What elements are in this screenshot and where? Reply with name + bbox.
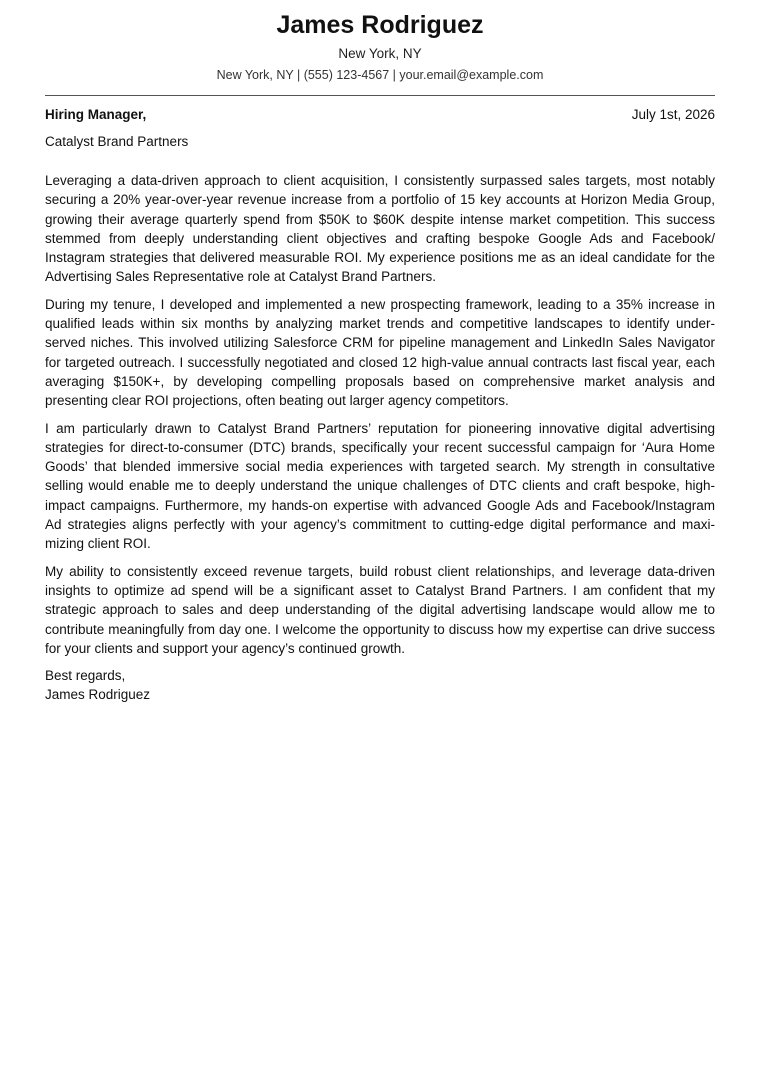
body-paragraph-3: I am particularly drawn to Catalyst Brand Partners’ reputation for pioneering innovative digital advertising strategies for direct-to-consumer (DTC) brands, specifically your recent successful campaign for ‘Aura Home Goods’ that blended immersive social media experiences with targeted search. My strength in consultative selling would enable me to deeply understand the unique challenges of DTC clients and craft bespoke, high-impact campaigns. Furthermore, my hands-on expertise with advanced Google Ads and Facebook/Instagram Ad strategies aligns perfectly with your agency’s commitment to cutting-edge digital performance and maxi-mizing client ROI.	[45, 420, 715, 552]
body-paragraph-4: My ability to consistently exceed revenue targets, build robust client relationships, and leverage data-driven insights to optimize ad spend will be a significant asset to Catalyst Brand Partners. I am confident that my strategic approach to sales and deep understanding of the digital advertising landscape would allow me to contribute meaningfully from day one. I welcome the opportunity to discuss how my expertise can drive success for your clients and support your agency’s continued growth.	[45, 563, 715, 656]
body-paragraph-1: Leveraging a data-driven approach to client acquisition, I consistently surpassed sales targets, most notably securing a 20% year-over-year revenue increase from a portfolio of 15 key accounts at Horizon Media Group, growing their average quarterly spend from $50K to $60K despite intense market competition. This success stemmed from deeply understanding client objectives and crafting bespoke Google Ads and Facebook/ Instagram strategies that delivered measurable ROI. My experience positions me as an ideal candidate for the Advertising Sales Representative role at Catalyst Brand Partners.	[45, 173, 715, 285]
closing-signature: James Rodriguez	[45, 687, 151, 703]
letter-closing	[45, 666, 715, 705]
applicant-contact-line: New York, NY | (555) 123-4567 | your.email@example.com	[216, 68, 544, 82]
recipient-company: Catalyst Brand Partners	[45, 134, 189, 149]
letter-body	[45, 171, 715, 658]
closing-salutation: Best regards,	[45, 668, 126, 684]
applicant-name: James Rodriguez	[276, 11, 484, 39]
body-paragraph-2: During my tenure, I developed and implemented a new prospecting framework, leading to a 35% increase in qualified leads within six months by analyzing market trends and competitive landscapes to identify under-served niches. This involved utilizing Salesforce CRM for pipeline management and LinkedIn Sales Navigator for targeted outreach. I successfully negotiated and closed 12 high-value annual contracts last fiscal year, each averaging $150K+, by developing compelling proposals based on comprehensive market analysis and presenting clear ROI projections, often beating out larger agency competitors.	[45, 296, 715, 409]
header-divider	[45, 95, 715, 96]
applicant-location: New York, NY	[338, 46, 422, 61]
recipient-row	[45, 105, 715, 125]
recipient-greeting: Hiring Manager,	[45, 107, 147, 122]
letter-date: July 1st, 2026	[631, 107, 715, 122]
